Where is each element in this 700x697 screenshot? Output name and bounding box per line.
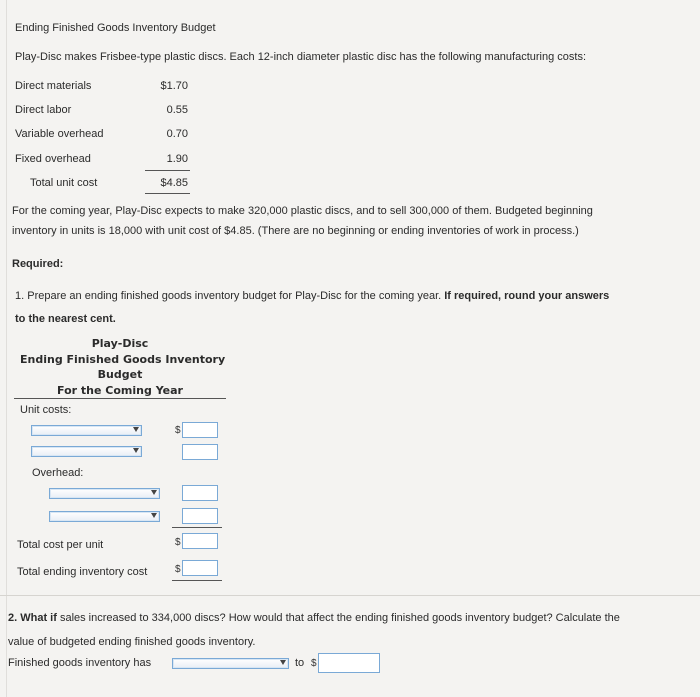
cost-value-fixed-overhead: 1.90 [166,153,188,165]
section-divider [0,595,700,596]
subtotal-rule [145,170,190,171]
cost-label-variable-overhead: Variable overhead [15,128,104,140]
cost-label-direct-materials: Direct materials [15,80,92,92]
chevron-down-icon [151,513,157,518]
unit-costs-label: Unit costs: [20,404,72,416]
budget-period: For the Coming Year [57,384,183,397]
budget-company: Play-Disc [91,337,149,350]
unit-cost-amount-input-1[interactable] [182,422,218,438]
intro-text: Play-Disc makes Frisbee-type plastic discs. Each 12-inch diameter plastic disc has the following manufacturing costs: [15,51,587,63]
cost-label-fixed-overhead: Fixed overhead [15,153,91,165]
total-ending-inventory-input[interactable] [182,560,218,576]
overhead-amount-input-2[interactable] [182,508,218,524]
question-1-text-line2: to the nearest cent. [15,313,116,325]
total-cost-per-unit-label: Total cost per unit [17,539,104,551]
budget-title-line2: Budget [97,368,143,381]
chevron-down-icon [133,448,139,453]
cost-label-direct-labor: Direct labor [15,104,72,116]
overhead-amount-input-1[interactable] [182,485,218,501]
page-title: Ending Finished Goods Inventory Budget [15,22,216,34]
question-2-text-line2: value of budgeted ending finished goods inventory. [8,636,256,648]
scenario-text-line2: inventory in units is 18,000 with unit cost of $4.85. (There are no beginning or ending inventories of work in process.) [12,225,579,237]
required-heading: Required: [12,258,64,270]
dollar-sign: $ [311,658,317,669]
budget-header-rule [14,398,226,399]
overhead-item-select-1[interactable] [49,488,160,499]
cost-label-total-unit-cost: Total unit cost [30,177,98,189]
question-2-plain: sales increased to 334,000 discs? How would that affect the ending finished goods inventory budget? Calculate the [56,612,620,624]
to-label: to [295,657,305,669]
cost-value-direct-labor: 0.55 [166,104,188,116]
final-rule [172,580,222,581]
cost-value-direct-materials: $1.70 [160,80,188,92]
divider-line [6,0,7,697]
unit-cost-amount-input-2[interactable] [182,444,218,460]
question-1-text [15,290,609,302]
cost-value-variable-overhead: 0.70 [166,128,188,140]
unit-cost-item-select-1[interactable] [31,425,142,436]
scenario-text-line1: For the coming year, Play-Disc expects to make 320,000 plastic discs, and to sell 300,000 of them. Budgeted beginning [12,205,593,217]
chevron-down-icon [280,660,286,665]
total-ending-inventory-label: Total ending inventory cost [17,566,148,578]
chevron-down-icon [151,490,157,495]
chevron-down-icon [133,427,139,432]
question-1-plain: 1. Prepare an ending finished goods inventory budget for Play-Disc for the coming year. [15,290,445,302]
cost-value-total-unit-cost: $4.85 [160,177,188,189]
change-direction-select[interactable] [172,658,289,669]
question-1-bold: If required, round your answers [444,290,610,302]
question-2-text [8,612,620,624]
per-unit-rule [172,527,222,528]
finished-goods-answer-label: Finished goods inventory has [8,657,152,669]
total-cost-per-unit-input[interactable] [182,533,218,549]
budget-title-line1: Ending Finished Goods Inventory [20,353,226,366]
question-2-bold: 2. What if [8,612,57,624]
finished-goods-value-input[interactable] [318,653,380,673]
dollar-sign: $ [175,537,181,548]
overhead-label: Overhead: [32,467,84,479]
dollar-sign: $ [175,425,181,436]
unit-cost-item-select-2[interactable] [31,446,142,457]
overhead-item-select-2[interactable] [49,511,160,522]
total-rule [145,193,190,194]
dollar-sign: $ [175,564,181,575]
